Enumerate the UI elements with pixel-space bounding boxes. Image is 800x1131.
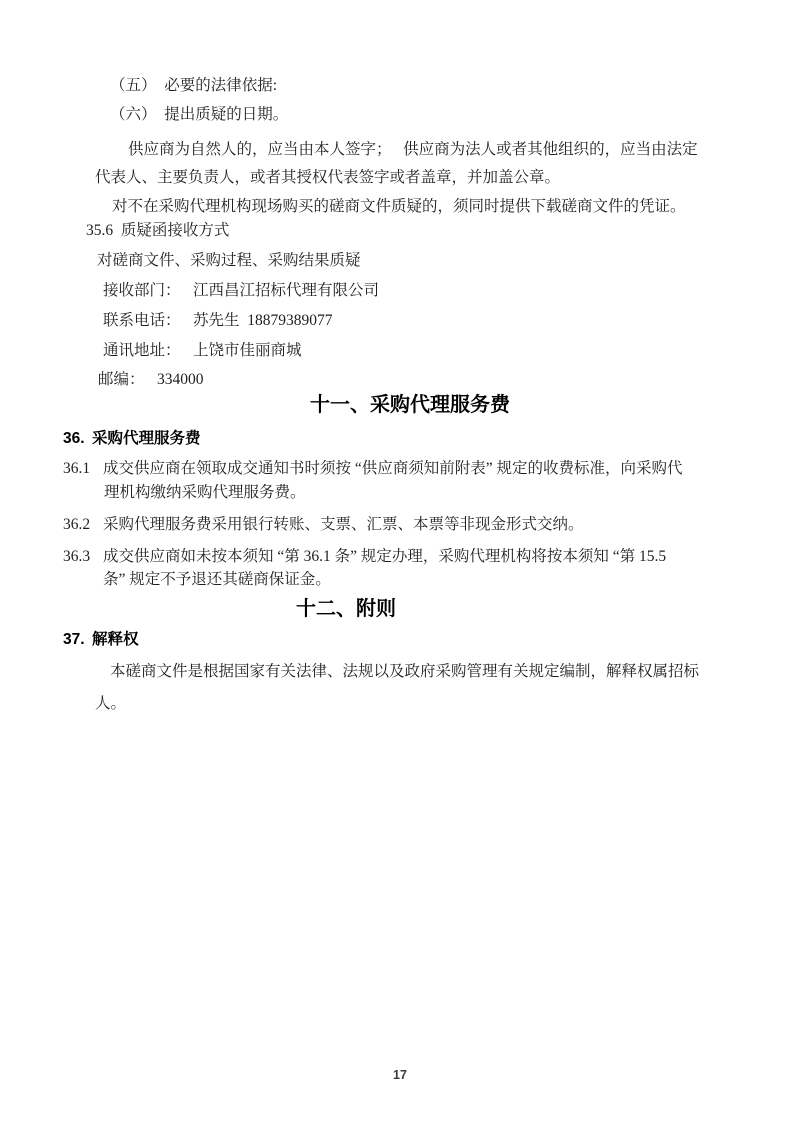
chapter-11-heading: 十一、采购代理服务费 bbox=[310, 394, 510, 416]
interpretation-paragraph-line-1: 本磋商文件是根据国家有关法律、法规以及政府采购管理有关规定编制，解释权属招标 bbox=[110, 663, 700, 680]
contact-phone-value: 苏先生 18879389077 bbox=[193, 312, 333, 329]
clause-36-1-line-1: 成交供应商在领取成交通知书时须按 “供应商须知前附表” 规定的收费标准，向采购代 bbox=[103, 460, 683, 477]
clause-36-3-line-2: 条” 规定不予退还其磋商保证金。 bbox=[103, 571, 331, 588]
inquiry-scope-line: 对磋商文件、采购过程、采购结果质疑 bbox=[97, 252, 361, 269]
clause-36-2-line-1: 采购代理服务费采用银行转账、支票、汇票、本票等非现金形式交纳。 bbox=[103, 516, 584, 533]
clause-37-number: 37. bbox=[63, 631, 85, 648]
contact-dept-value: 江西昌江招标代理有限公司 bbox=[193, 282, 380, 299]
clause-item-5: （五） 必要的法律依据: bbox=[110, 77, 278, 94]
clause-36-1-number: 36.1 bbox=[63, 460, 91, 477]
contact-zip-value: 334000 bbox=[157, 371, 204, 388]
clause-36-3-line-1: 成交供应商如未按本须知 “第 36.1 条” 规定办理，采购代理机构将按本须知 “第 15.5 bbox=[103, 548, 667, 565]
signature-paragraph-line-1: 供应商为自然人的，应当由本人签字； 供应商为法人或者其他组织的，应当由法定 bbox=[128, 141, 698, 158]
clause-item-6: （六） 提出质疑的日期。 bbox=[110, 106, 289, 123]
clause-36-3-number: 36.3 bbox=[63, 548, 91, 565]
clause-35-6-title: 35.6 质疑函接收方式 bbox=[86, 222, 230, 239]
page-number: 17 bbox=[393, 1068, 407, 1082]
interpretation-paragraph-line-2: 人。 bbox=[95, 695, 127, 712]
clause-37-title: 解释权 bbox=[92, 631, 139, 648]
contact-phone-label: 联系电话： bbox=[103, 312, 181, 329]
clause-36-title: 采购代理服务费 bbox=[92, 430, 201, 447]
signature-paragraph-line-2: 代表人、主要负责人，或者其授权代表签字或者盖章，并加盖公章。 bbox=[95, 169, 561, 186]
clause-36-2-number: 36.2 bbox=[63, 516, 91, 533]
contact-address-value: 上饶市佳丽商城 bbox=[193, 342, 302, 359]
contact-zip-label: 邮编： bbox=[98, 371, 145, 388]
contact-address-label: 通讯地址： bbox=[103, 342, 181, 359]
signature-paragraph-line-3: 对不在采购代理机构现场购买的磋商文件质疑的，须同时提供下载磋商文件的凭证。 bbox=[112, 198, 686, 215]
contact-dept-label: 接收部门： bbox=[103, 282, 181, 299]
clause-36-1-line-2: 理机构缴纳采购代理服务费。 bbox=[104, 484, 306, 501]
chapter-12-heading: 十二、附则 bbox=[296, 598, 396, 620]
clause-36-number: 36. bbox=[63, 430, 85, 447]
